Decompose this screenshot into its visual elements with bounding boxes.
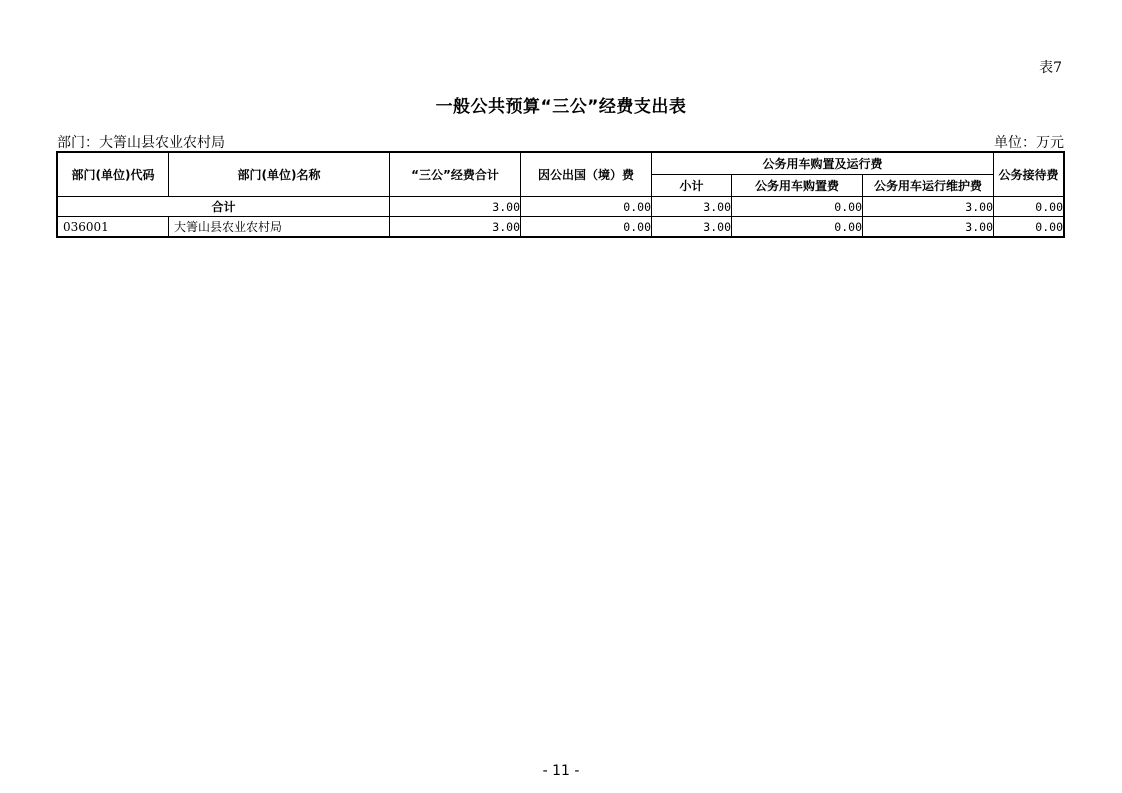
header-three-public-total: “三公”经费合计 [390,153,521,197]
header-dept-name: 部门(单位)名称 [169,153,390,197]
budget-table [57,152,1064,237]
header-row-1 [58,153,1064,175]
row-vehicle-operation: 3.00 [863,217,994,237]
total-overseas: 0.00 [521,197,652,217]
header-overseas: 因公出国（境）费 [521,153,652,197]
table-number: 表7 [1039,60,1062,76]
department-label: 部门：大箐山县农业农村局 [57,135,225,151]
page-number: - 11 - [542,763,580,779]
header-vehicle-purchase: 公务用车购置费 [732,175,863,197]
header-dept-code: 部门(单位)代码 [58,153,169,197]
total-vehicle-purchase: 0.00 [732,197,863,217]
unit-label: 单位：万元 [994,135,1064,151]
row-name: 大箐山县农业农村局 [169,217,390,237]
total-label: 合计 [58,197,390,217]
page-title: 一般公共预算“三公”经费支出表 [435,97,687,117]
row-code: 036001 [58,217,169,237]
header-vehicle-subtotal: 小计 [652,175,732,197]
total-vehicle-operation: 3.00 [863,197,994,217]
header-vehicle-group: 公务用车购置及运行费 [652,153,994,175]
total-three-public: 3.00 [390,197,521,217]
row-overseas: 0.00 [521,217,652,237]
header-reception: 公务接待费 [994,153,1064,197]
table-row [58,217,1064,237]
header-vehicle-operation: 公务用车运行维护费 [863,175,994,197]
row-vehicle-subtotal: 3.00 [652,217,732,237]
row-reception: 0.00 [994,217,1064,237]
total-vehicle-subtotal: 3.00 [652,197,732,217]
total-row [58,197,1064,217]
row-vehicle-purchase: 0.00 [732,217,863,237]
total-reception: 0.00 [994,197,1064,217]
row-three-public: 3.00 [390,217,521,237]
